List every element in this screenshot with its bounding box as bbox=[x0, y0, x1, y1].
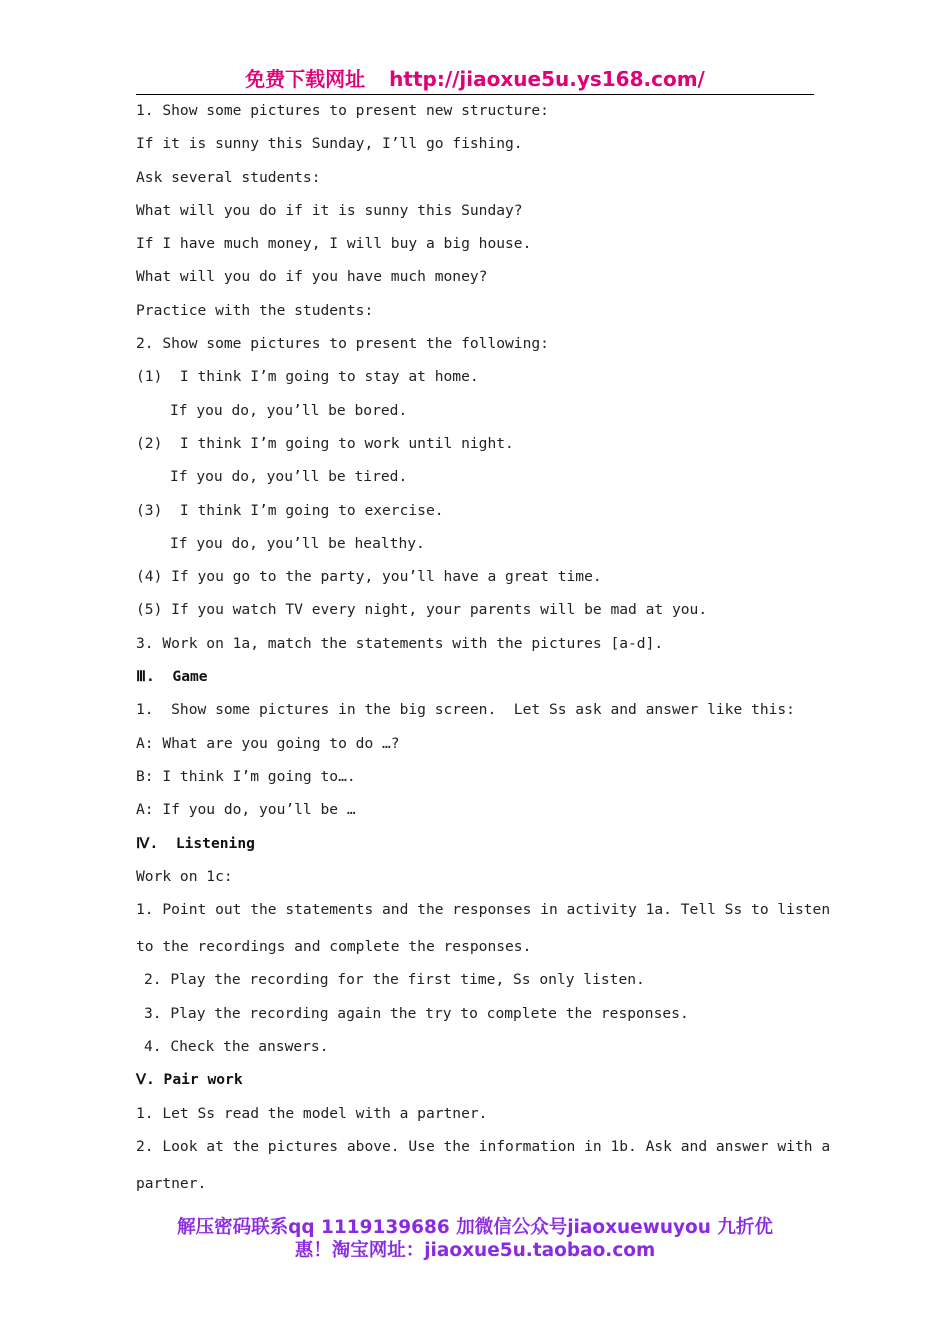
text-line: 3. Work on 1a, match the statements with the pictures [a-d]. bbox=[136, 634, 664, 652]
text-line: A: What are you going to do …? bbox=[136, 734, 400, 752]
footer-shop-line: 惠！淘宝网址：jiaoxue5u.taobao.com bbox=[294, 1240, 656, 1261]
section-heading-listening: Ⅳ. Listening bbox=[136, 834, 255, 852]
text-line: 4. Check the answers. bbox=[144, 1038, 329, 1056]
text-line: If you do, you’ll be healthy. bbox=[170, 534, 425, 552]
text-line: Ask several students: bbox=[136, 168, 321, 186]
text-line: If it is sunny this Sunday, I’ll go fishing. bbox=[136, 135, 523, 153]
text-line: What will you do if you have much money? bbox=[136, 268, 488, 286]
text-line: 1. Point out the statements and the responses in activity 1a. Tell Ss to listen bbox=[136, 901, 831, 919]
text-line: What will you do if it is sunny this Sunday? bbox=[136, 201, 523, 219]
text-line: (3) I think I’m going to exercise. bbox=[136, 501, 444, 519]
text-line: (4) If you go to the party, you’ll have a great time. bbox=[136, 568, 602, 586]
text-line: (5) If you watch TV every night, your parents will be mad at you. bbox=[136, 601, 708, 619]
text-line: 1. Show some pictures in the big screen. Let Ss ask and answer like this: bbox=[136, 701, 795, 719]
text-line: A: If you do, you’ll be … bbox=[136, 801, 356, 819]
page-header bbox=[136, 64, 814, 94]
text-line: (2) I think I’m going to work until night. bbox=[136, 434, 514, 452]
text-line: Practice with the students: bbox=[136, 301, 374, 319]
section-heading-pair-work: Ⅴ. Pair work bbox=[136, 1071, 243, 1089]
page-footer bbox=[136, 1216, 814, 1262]
document-body bbox=[136, 96, 831, 1202]
section-heading-game: Ⅲ. Game bbox=[136, 668, 208, 686]
text-line: 2. Play the recording for the first time, Ss only listen. bbox=[144, 971, 645, 989]
text-line: 1. Show some pictures to present new structure: bbox=[136, 102, 549, 119]
text-line: 1. Let Ss read the model with a partner. bbox=[136, 1104, 488, 1122]
text-line: If you do, you’ll be bored. bbox=[170, 401, 408, 419]
text-line: 2. Look at the pictures above. Use the information in 1b. Ask and answer with a bbox=[136, 1137, 831, 1155]
text-line: Work on 1c: bbox=[136, 867, 233, 885]
text-line: partner. bbox=[136, 1174, 207, 1192]
text-line: to the recordings and complete the responses. bbox=[136, 938, 532, 956]
header-url-link[interactable]: http://jiaoxue5u.ys168.com/ bbox=[389, 67, 705, 91]
text-line: 2. Show some pictures to present the following: bbox=[136, 335, 549, 353]
text-line: 3. Play the recording again the try to complete the responses. bbox=[144, 1004, 689, 1022]
text-line: If you do, you’ll be tired. bbox=[170, 468, 408, 486]
header-site-label: 免费下载网址 bbox=[245, 67, 366, 91]
text-line: (1) I think I’m going to stay at home. bbox=[136, 368, 479, 386]
header-divider bbox=[136, 94, 814, 95]
text-line: If I have much money, I will buy a big house. bbox=[136, 235, 532, 253]
text-line: B: I think I’m going to…. bbox=[136, 767, 356, 785]
footer-contact-line: 解压密码联系qq 1119139686 加微信公众号jiaoxuewuyou 九折优 bbox=[177, 1217, 773, 1238]
